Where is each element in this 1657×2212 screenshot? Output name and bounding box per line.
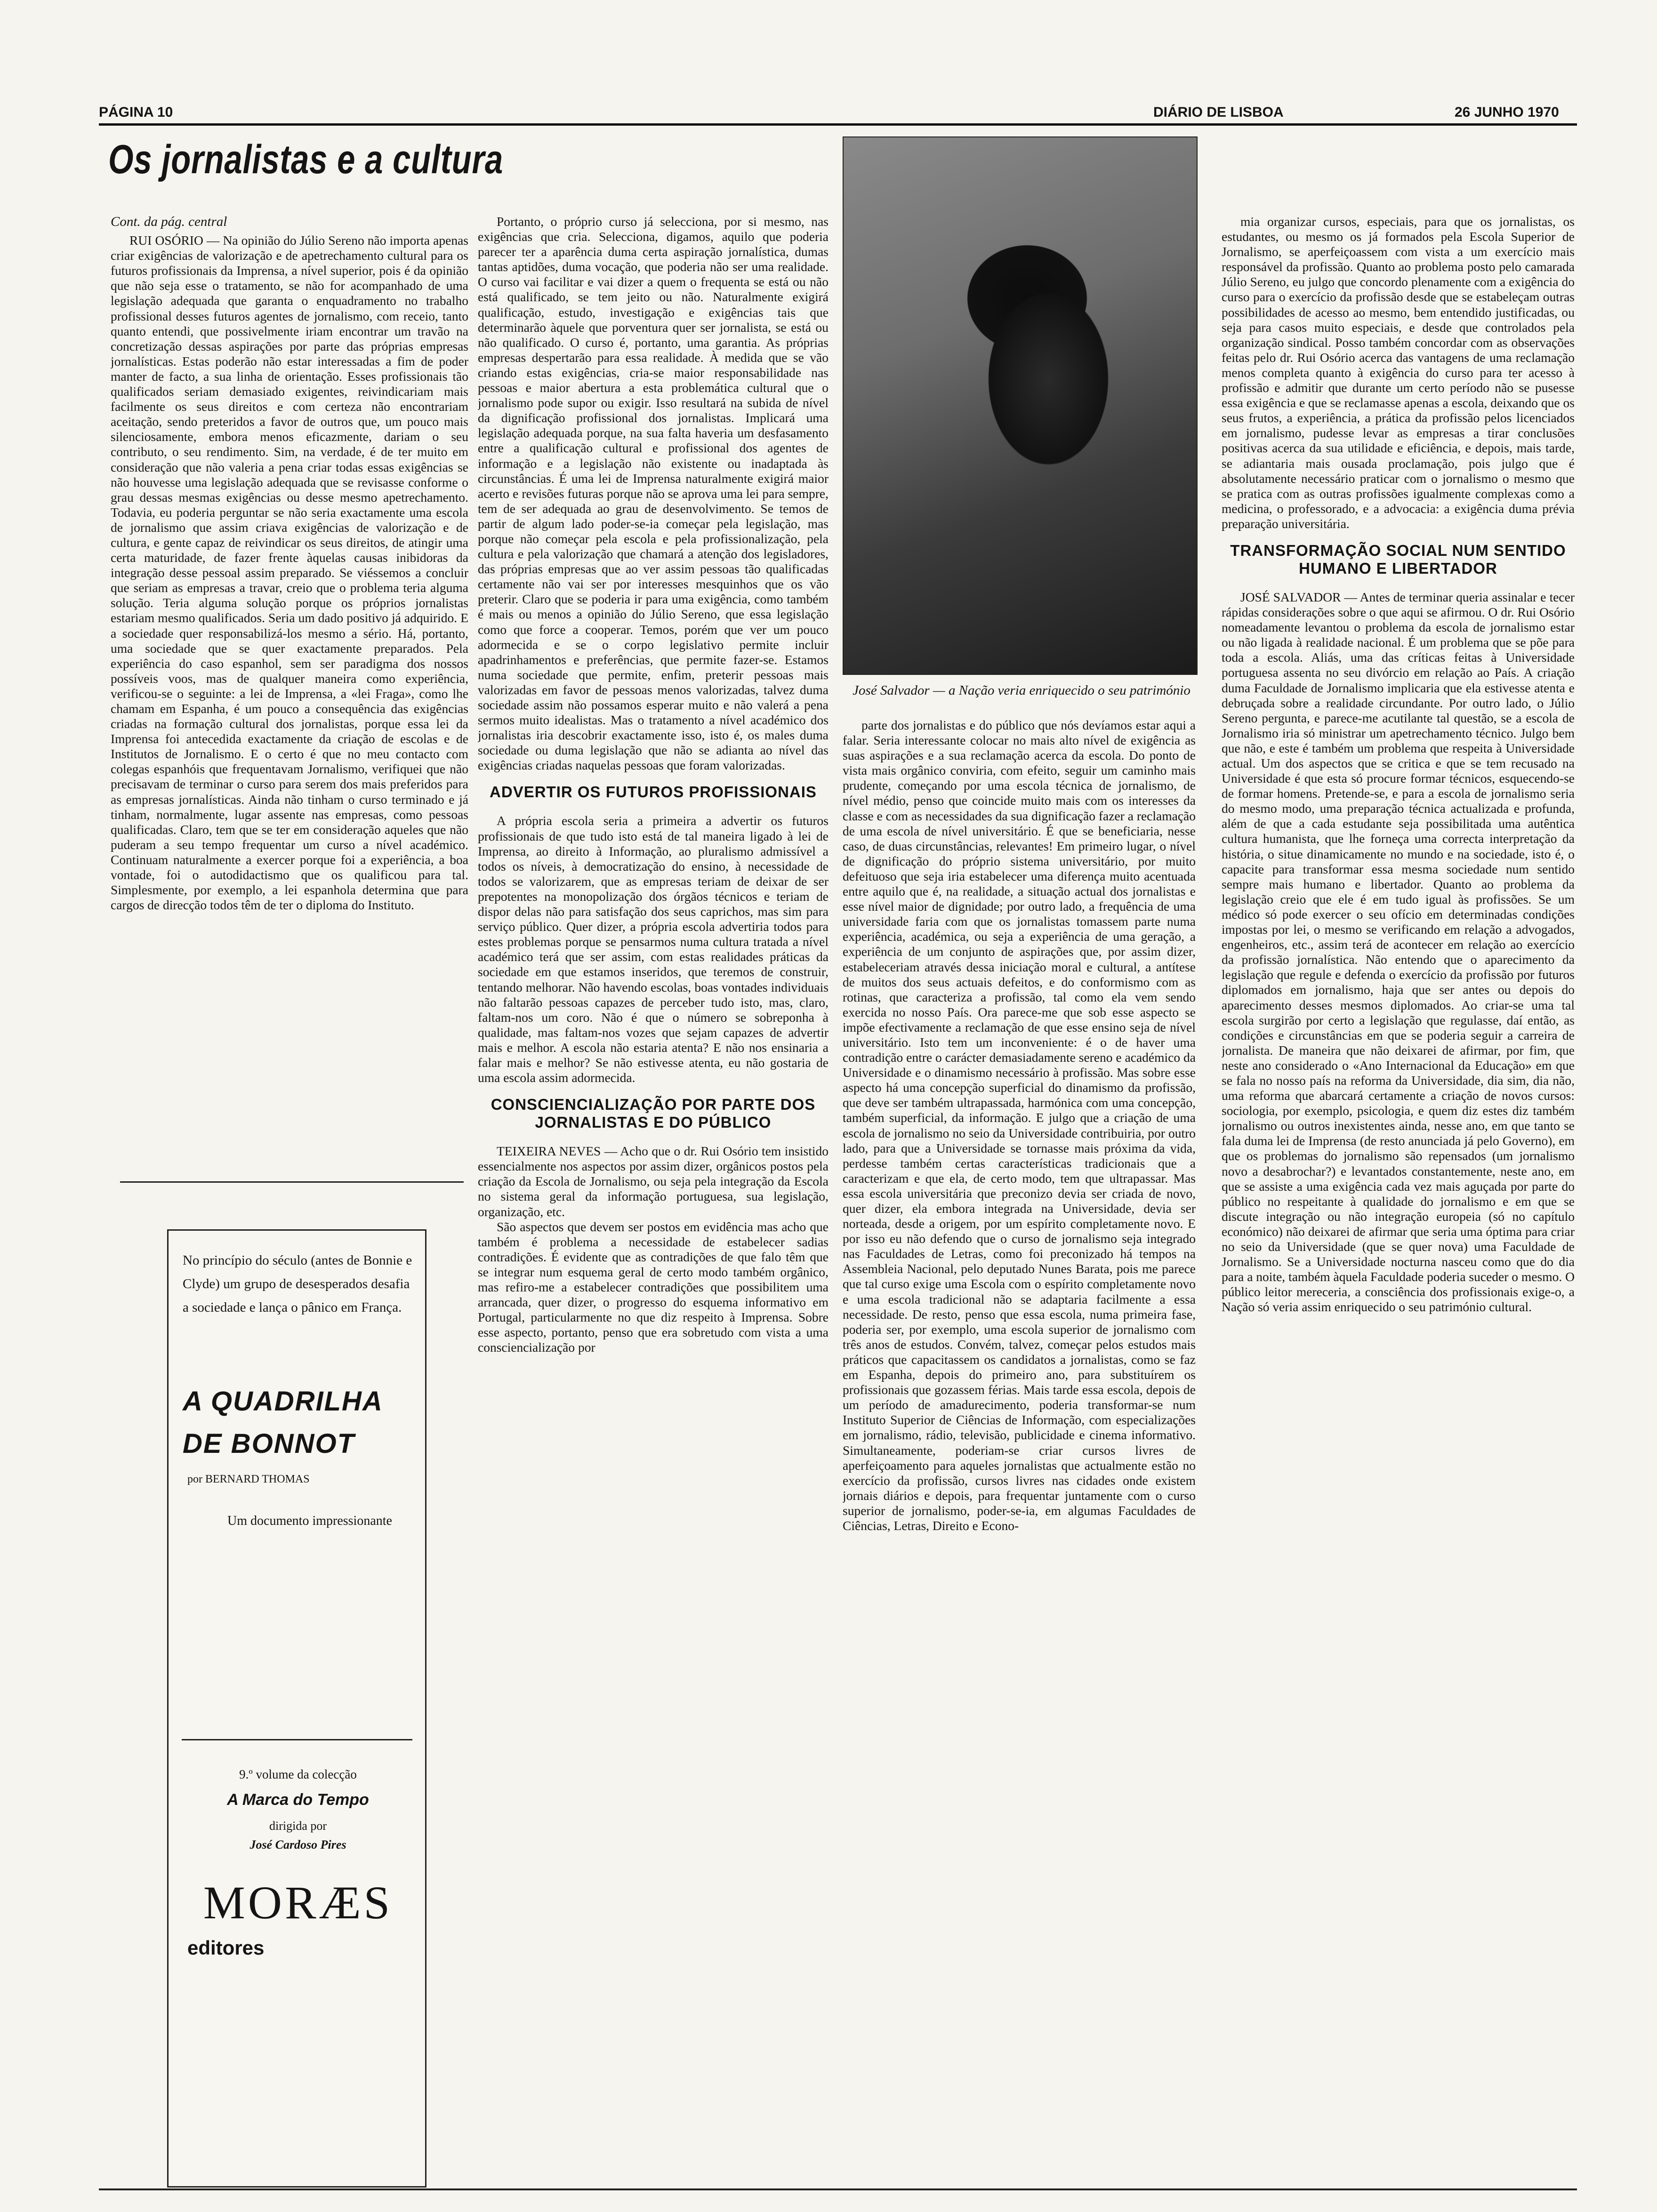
ad-blurb: No princípio do século (antes de Bonnie e Clyde) um grupo de desesperados desafia a sociedade e lança o pânico em França. (183, 1253, 412, 1315)
article-column-4 (1222, 214, 1575, 2177)
headline: Os jornalistas e a cultura (108, 137, 504, 182)
paragraph: São aspectos que devem ser postos em evidência mas acho que também é problema a necessidade de estabelecer sadias contradições. É evidente que as contradições de que falo têm que se integrar num esquema geral de certo modo também orgânico, mas refiro-me a estabelecer contradições que possibilitem uma arrancada, quer dizer, o progresso do esquema informativo em Portugal, particularmente no que diz respeito à Imprensa. Sobre esse aspecto, portanto, penso que era sobretudo com vista a uma consciencialização por (478, 1219, 828, 1355)
ad-rule (182, 1739, 412, 1740)
paragraph: A própria escola seria a primeira a advertir os futuros profissionais de que tudo isto está de tal maneira ligado à lei de Imprensa, ao direito à Informação, ao pluralismo admissível a todos os níveis, à democratização do ensino, à necessidade de todos se valorizarem, que as empresas teriam de deixar de ser prepotentes na monopolização dos órgãos técnicos e teriam de dispor delas não para satisfação dos seus caprichos, mas sim para serviço público. Quer dizer, a própria escola advertiria todos para estes problemas porque se pensarmos numa cultura tratada a nível académico terá que ser assim, com estas realidades práticas da sociedade em que estamos inseridos, que teremos de construir, tentando melhorar. Não havendo escolas, boas vontades individuais não faltarão pessoas capazes de perceber tudo isto, mas, claro, faltam-nos um coro. Não é que o número se sobreponha à qualidade, mas faltam-nos vozes que sejam capazes de advertir mais e melhor. A escola não estaria atenta? E não nos ensinaria a falar mais e melhor? Se não estivesse atenta, eu não gostaria de uma escola assim adormecida. (478, 813, 828, 1085)
issue-date: 26 JUNHO 1970 (1455, 104, 1559, 120)
paragraph: RUI OSÓRIO — Na opinião do Júlio Sereno não importa apenas criar exigências de valorização e de apetrechamento cultural para os futuros profissionais da Imprensa, a nível superior, pois é da opinião que não seja esse o tratamento, se não for acompanhado de uma legislação adequada que garanta o enquadramento no trabalho profissional desses futuros agentes de jornalismo, com receio, tanto quanto entendi, que possivelmente iriam encontrar um travão na concretização dessas aspirações por parte das próprias empresas jornalísticas. Estas poderão não estar interessadas a fim de poder manter de facto, a sua linha de orientação. Esses profissionais tão qualificados seriam demasiado exigentes, reivindicariam mais facilmente os seus direitos e com certeza não encontrariam aceitação, sendo preteridos a favor de outros que, um pouco mais silenciosamente, embora menos eficazmente, dariam o seu contributo, o seu rendimento. Sim, na verdade, é de ter muito em consideração que não valeria a pena criar todas essas exigências se não houvesse uma legislação adequada que se revisasse conforme o grau dessas mesmas exigências ou desse mesmo apetrechamento. Todavia, eu poderia perguntar se não seria exactamente uma escola de jornalismo que assim criava exigências de valorização e de cultura, e gente capaz de reivindicar os seus direitos, de atingir uma certa maturidade, de fazer frente àquelas causas inibidoras da integração desse pessoal assim preparado. Se viéssemos a concluir que seriam as empresas a travar, creio que o problema teria alguma solução. Teria alguma solução porque os próprios jornalistas estariam mesmo qualificados. Seria um dado positivo já adquirido. E a sociedade quer responsabilizá-los mesmo a sério. Há, portanto, uma sociedade que se quer exactamente preparados. Pela experiência do caso espanhol, sem ser paradigma dos nossos possíveis voos, mas de qualquer maneira como experiência, verificou-se o seguinte: a lei de Imprensa, a «lei Fraga», como lhe chamam em Espanha, é um pouco a consequência das exigências criadas na formação cultural dos jornalistas, porque essa lei da Imprensa foi antecedida exactamente da criação de escolas e de Institutos de Jornalismo. E o certo é que no meu contacto com colegas espanhóis que frequentavam Jornalismo, verifiquei que não precisavam de terminar o curso para serem dos mais preferidos para as empresas jornalísticas. Ainda não tinham o curso terminado e já tinham, normalmente, lugar assente nas empresas, como pessoas qualificadas. Claro, tem que se ter em consideração aqueles que não puderam a seu tempo frequentar um curso a nível académico. Continuam naturalmente a exercer porque foi a experiência, a boa vontade, foi o autodidactismo que os qualificou para tal. Simplesmente, por exemplo, a lei espanhola determina que para cargos de direcção todos têm de ter o diploma do Instituto. (111, 233, 468, 913)
paragraph: TEIXEIRA NEVES — Acho que o dr. Rui Osório tem insistido essencialmente nos aspectos por assim dizer, orgânicos postos pela criação da Escola de Jornalismo, ou seja pela integração da Escola no sistema geral da informação portuguesa, sua legislação, organização, etc. (478, 1144, 828, 1219)
paragraph: mia organizar cursos, especiais, para que os jornalistas, os estudantes, ou mesmo os já formados pela Escola Superior de Jornalismo, se aperfeiçoassem com vista a um exercício mais responsável da profissão. Quanto ao problema posto pelo camarada Júlio Sereno, eu julgo que concordo plenamente com a exigência do curso para o exercício da profissão desde que se estabeleçam outras possibilidades de acesso ao mesmo, bem entendido justificadas, ou seja para casos muito especiais, e desde que controlados pela organização sindical. Posso também concordar com as observações feitas pelo dr. Rui Osório acerca das vantagens de uma reclamação menos completa quanto à exigência do curso para ter acesso à profissão e admitir que durante um certo período não se pusesse essa exigência e que se reclamasse apenas a escola, deixando que os seus frutos, a experiência, a prática da profissão pelos licenciados em jornalismo, pudesse levar as empresas a tirar conclusões positivas acerca da sua utilidade e eficiência, e depois, mais tarde, se adiantaria mais ousada proclamação, pois julgo que é absolutamente necessário praticar com o jornalismo o mesmo que se pratica com as outras profissões igualmente complexas como a medicina, o professorado, e a advocacia: a exigência duma prévia preparação universitária. (1222, 214, 1575, 531)
paragraph: JOSÉ SALVADOR — Antes de terminar queria assinalar e tecer rápidas considerações sobre o que aqui se afirmou. O dr. Rui Osório nomeadamente levantou o problema da escola de jornalismo estar ou não ligada à realidade nacional. É um problema que se põe para toda a escola. Aliás, uma das críticas feitas à Universidade portuguesa assenta no seu divórcio em relação ao País. A criação duma Faculdade de Jornalismo implicaria que ela estivesse atenta e debruçada sobre a realidade circundante. Por outro lado, o Júlio Sereno pergunta, e parece-me acutilante tal questão, se a escola de Jornalismo iria só ministrar um apetrechamento técnico. Julgo bem que não, e este é também um problema que respeita à Universidade actual. Um dos aspectos que se critica e que se tem recusado na Universidade é que esta só procure formar técnicos, esquecendo-se de formar homens. Pretende-se, e para a escola de jornalismo seria do mesmo modo, uma preparação técnica actualizada e profunda, além de que a cada estudante seja possibilitada uma autêntica cultura humanista, que lhe forneça uma correcta interpretação da história, o situe dinamicamente no mundo e na sociedade, isto é, o capacite para transformar essa mesma sociedade num sentido sempre mais humano e libertador. Quanto ao problema da legislação creio que ele é em tudo igual às profissões. Se um médico só pode exercer o seu ofício em determinadas condições impostas por lei, o mesmo se verificando em relação a advogados, engenheiros, etc., assim terá de acontecer em relação ao exercício da profissão jornalística. Não entendo que o aparecimento da legislação que regule e defenda o exercício da profissão por futuros diplomados em jornalismo, haja que ser antes ou depois do aparecimento desses mesmos diplomados. Ao criar-se uma tal escola surgirão por certo a legislação que regulasse, daí então, as condições e circunstâncias em que se poderia seguir a carreira de jornalista. De maneira que não deixarei de afirmar, por fim, que neste ano considerado o «Ano Internacional da Educação» em que se fala no nosso país na reforma da Universidade, dia sim, dia não, uma reforma que abarcará certamente a criação de novos cursos: sociologia, por exemplo, psicologia, e quem diz estes diz também jornalismo ou outros inexistentes ainda, nesse ano, em que tanto se fala duma lei de Imprensa (de resto anunciada já pelo Governo), em que os problemas do jornalismo são repensados (um jornalismo novo a desabrochar?) e levantados constantemente, neste ano, em que se assiste a uma exigência cada vez mais aguçada por parte do público no respeitante à qualidade do jornalismo e em que se discute integração ou não integração europeia (só no capítulo económico) não deixarei de afirmar que seria uma óptima para criar no seio da Universidade (que se quer nova) uma Faculdade de Jornalismo. Se a Universidade nocturna nasceu como que do dia para a noite, também àquela Faculdade poderia suceder o mesmo. O público leitor mereceria, a consciência dos profissionais exige-o, a Nação só veria assim enriquecido o seu património cultural. (1222, 589, 1575, 1314)
article-column-1 (111, 214, 468, 1174)
paragraph: Portanto, o próprio curso já selecciona, por si mesmo, nas exigências que cria. Selecciona, digamos, aquilo que poderia parecer ter a aparência duma certa aspiração jornalística, dumas tantas aptidões, duma vocação, que poderia não ser uma realidade. O curso vai facilitar e vai dizer a quem o frequenta se está ou não está qualificado, se tem jeito ou não. Naturalmente exigirá qualificação, estudo, investigação e exigências tais que determinarão àquele que porventura quer ser jornalista, se está ou não qualificado. O curso é, portanto, uma garantia. As próprias empresas despertarão para essa realidade. À medida que se vão criando estas exigências, cria-se maior responsabilidade nas pessoas e maior abertura a esta problemática cultural que o jornalismo pode supor ou exigir. Isso resultará na subida de nível da dignificação profissional dos jornalistas. Implicará uma legislação adequada porque, na sua falta haveria um desfasamento entre a qualificação cultural e profissional dos agentes de informação e a legislação não existente ou inadaptada às circunstâncias. É uma lei de Imprensa naturalmente exigirá maior acerto e revisões futuras porque não se aprova uma lei para sempre, tem de ser adequada ao grau de desenvolvimento. Se temos de partir de algum lado poder-se-ia começar pela legislação, mas porque não começar pela escola e pela profissionalização, pela cultura e pela valorização que chamará a atenção dos legisladores, das próprias empresas que ao ver assim pessoas tão qualificadas certamente não vai ser por interesses mesquinhos que os vão preterir. Claro que se poderia ir para uma exigência, como também é mais ou menos a opinião do Júlio Sereno, que essa legislação como que force a cooperar. Temos, porém que ver um pouco adormecida e se o corpo legislativo permite incluir apadrinhamentos e preferências, que permite fazer-se. Estamos numa sociedade que permite, enfim, preterir pessoas mais valorizadas em favor de pessoas menos valorizadas, talvez duma sociedade assim não possamos esperar muito e não valerá a pena sermos muito idealistas. Mas o tratamento a nível académico dos jornalistas iria descobrir exactamente isso, isto é, os males duma sociedade ou duma legislação que não se adianta ao nível das exigências criadas naquelas pessoas que foram valorizadas. (478, 214, 828, 773)
ad-author: por BERNARD THOMAS (187, 1473, 310, 1485)
subheading-consciencializacao: CONSCIENCIALIZAÇÃO POR PARTE DOS JORNALISTAS E DO PÚBLICO (491, 1096, 816, 1131)
column-divider (120, 1181, 464, 1183)
photo-caption: José Salvador — a Nação veria enriquecido o seu património (853, 683, 1190, 698)
publisher-logo: MORÆS (203, 1876, 393, 1929)
ad-director: José Cardoso Pires (249, 1838, 346, 1851)
ad-directed-label: dirigida por (269, 1819, 327, 1833)
masthead (99, 104, 1577, 123)
bottom-rule (99, 2188, 1577, 2190)
masthead-rule (99, 123, 1577, 126)
subheading-transformacao: TRANSFORMAÇÃO SOCIAL NUM SENTIDO HUMANO E LIBERTADOR (1230, 541, 1566, 577)
book-advertisement (167, 1229, 426, 2188)
article-column-2 (478, 214, 828, 2177)
ad-tagline: Um documento impressionante (227, 1514, 392, 1528)
article-column-3 (843, 718, 1196, 2177)
publisher-name: editores (187, 1937, 265, 1959)
ad-title-line1: A QUADRILHA (183, 1386, 383, 1417)
ad-collection: A Marca do Tempo (227, 1791, 369, 1809)
paper-name: DIÁRIO DE LISBOA (1153, 104, 1284, 120)
continuation-note: Cont. da pág. central (111, 214, 227, 229)
portrait-photo (843, 136, 1198, 675)
subheading-advertir: ADVERTIR OS FUTUROS PROFISSIONAIS (490, 783, 817, 801)
ad-volume: 9.º volume da colecção (239, 1767, 357, 1781)
ad-title-line2: DE BONNOT (183, 1428, 355, 1459)
page-label: PÁGINA 10 (99, 104, 173, 120)
paragraph: parte dos jornalistas e do público que nós devíamos estar aqui a falar. Seria interessante colocar no mais alto nível de exigência as suas aspirações e a sua reclamação acerca da escola. Do ponto de vista mais orgânico conviria, com efeito, seguir um caminho mais prudente, começando por uma escola técnica de jornalismo, de nível médio, penso que coincide muito mais com os interesses da classe e com as necessidades da sua dignificação fazer a reclamação de uma escola de nível universitário. É que se beneficiaria, nesse caso, de duas circunstâncias, relevantes! Em primeiro lugar, o nível de dignificação do próprio sistema universitário, por muito defeituoso que seja iria estabelecer uma diferença muito acentuada entre aquilo que é, na realidade, a situação actual dos jornalistas e esse nível maior de dignidade; por outro lado, a frequência de uma universidade faria com que os jornalistas tomassem parte numa experiência, académica, ou seja a experiência de uma geração, a experiência de um conjunto de aspirações que, por assim dizer, estabeleceriam através dessa iniciação moral e cultural, a antítese de muitos dos seus actuais defeitos, e do conformismo com as rotinas, que caracteriza a profissão, tal como ela vem sendo exercida no nosso País. Ora parece-me que sob esse aspecto se impõe efectivamente a reclamação de que esse ensino seja de nível universitário. Isto tem um inconveniente: é o de haver uma contradição entre o carácter demasiadamente sereno e académico da Universidade e o dinamismo necessário à profissão. Mas sobre esse aspecto há uma concepção superficial do dinamismo da profissão, que deve ser também ultrapassada, harmónica com uma concepção, também superficial, da informação. E julgo que a criação de uma escola de jornalismo no seio da Universidade contribuiria, por outro lado, para que a Universidade se tornasse mais próxima da vida, perdesse também certas características tradicionais que a caracterizam e que ela, de certo modo, tem que ultrapassar. Mas essa escola universitária que preconizo devia ser criada de novo, quer dizer, ela embora integrada na Universidade, devia ser norteada, desde a origem, por um espírito completamente novo. E por isso eu não defendo que o curso de jornalismo seja integrado nas Faculdades de Letras, como foi preconizado há tempos na Assembleia Nacional, pelo deputado Nunes Barata, pois me parece que tal curso exige uma Escola com o espírito completamente novo e uma escola tradicional não se adaptaria facilmente a essa necessidade. De resto, penso que essa escola, numa primeira fase, poderia ser, por exemplo, uma escola superior de jornalismo com três anos de estudos. Convém, talvez, começar pelos estudos mais práticos que capacitassem os candidatos a jornalistas, como se faz em Espanha, depois do primeiro ano, para substituírem os profissionais que gozassem férias. Mais tarde essa escola, depois de um período de amadurecimento, poderia transformar-se num Instituto Superior de Ciências de Informação, com especializações em jornalismo, rádio, televisão, publicidade e cinema informativo. Simultaneamente, poderiam-se criar cursos livres de aperfeiçoamento para aqueles jornalistas que actualmente estão no exercício da profissão, cursos livres nas cidades onde existem jornais diários e depois, para frequentar juntamente com o curso superior de jornalismo, poder-se-ia, em algumas Faculdades de Ciências, Letras, Direito e Econo- (843, 718, 1196, 1533)
